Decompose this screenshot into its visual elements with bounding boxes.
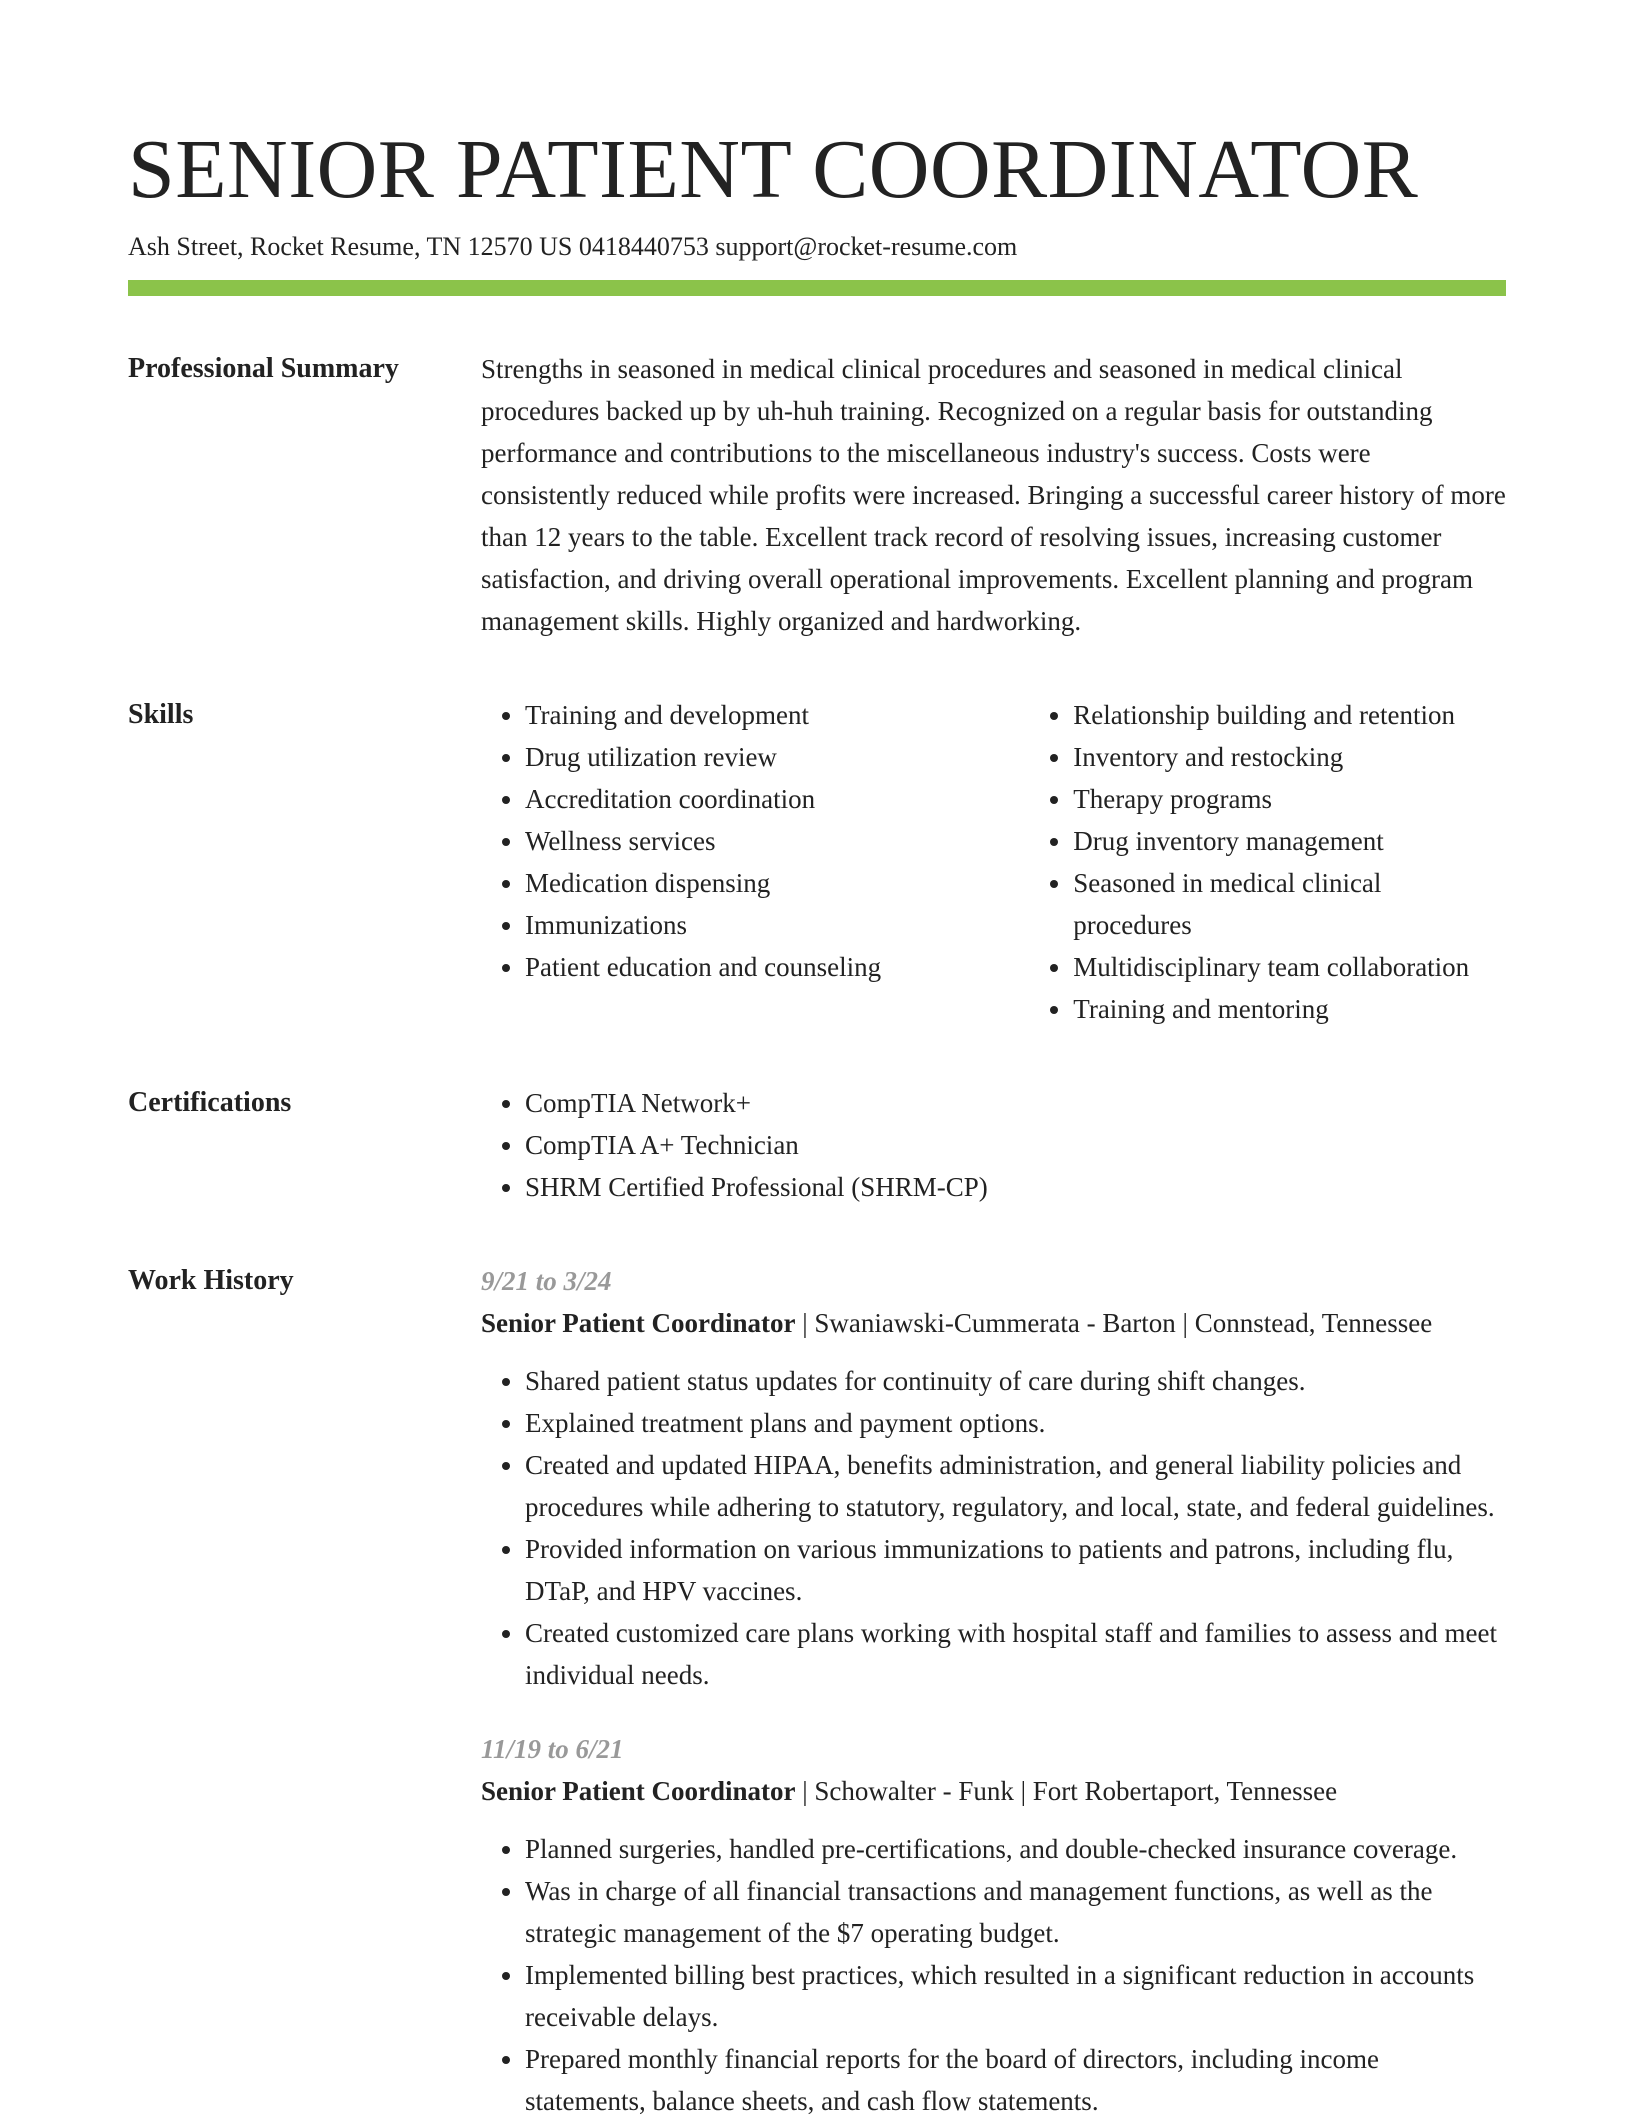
skill-item: • Accreditation coordination (525, 778, 1029, 820)
job-entry (481, 1728, 1506, 2122)
job-bullet: • Was in charge of all financial transactions and management functions, as well as the strategic management of the $7 operating budget. (525, 1870, 1506, 1954)
section-content-summary (481, 348, 1506, 642)
skill-item: • Therapy programs (1073, 778, 1506, 820)
contact-line (128, 230, 1506, 264)
job-bullet: • Implemented billing best practices, which resulted in a significant reduction in accounts receivable delays. (525, 1954, 1506, 2038)
job-bullet: • Explained treatment plans and payment options. (525, 1402, 1506, 1444)
job-bullets (481, 1360, 1506, 1696)
section-summary (128, 348, 1506, 642)
resume-name: SENIOR PATIENT COORDINATOR (128, 123, 1419, 216)
section-certifications (128, 1082, 1506, 1208)
skill-item: • Multidisciplinary team collaboration (1073, 946, 1506, 988)
skills-grid (481, 694, 1506, 1030)
job-bullets (481, 1828, 1506, 2122)
job-header (481, 1302, 1506, 1344)
skills-list-col1 (481, 694, 1029, 1030)
certification-item: • CompTIA Network+ (525, 1082, 1506, 1124)
job-bullet: • Planned surgeries, handled pre-certifications, and double-checked insurance coverage. (525, 1828, 1506, 1870)
skill-item: • Inventory and restocking (1073, 736, 1506, 778)
job-bullet: • Created and updated HIPAA, benefits administration, and general liability policies and procedures while adhering to statutory, regulatory, and local, state, and federal guidelines. (525, 1444, 1506, 1528)
job-bullet: • Created customized care plans working with hospital staff and families to assess and meet individual needs. (525, 1612, 1506, 1696)
skill-item: • Training and development (525, 694, 1029, 736)
section-label-certifications: Certifications (128, 1087, 292, 1118)
skill-item: • Medication dispensing (525, 862, 1029, 904)
job-details: | Schowalter - Funk | Fort Robertaport, Tennessee (795, 1776, 1338, 1806)
section-skills (128, 694, 1506, 1030)
job-dates: 9/21 to 3/24 (481, 1266, 612, 1296)
contact-phone: 0418440753 (578, 232, 709, 261)
skill-item: • Drug inventory management (1073, 820, 1506, 862)
skill-item: • Drug utilization review (525, 736, 1029, 778)
job-details: | Swaniawski-Cummerata - Barton | Connstead, Tennessee (795, 1308, 1433, 1338)
skill-item: • Seasoned in medical clinical procedures (1073, 862, 1506, 946)
job-bullet: • Provided information on various immunizations to patients and patrons, including flu, DTaP, and HPV vaccines. (525, 1528, 1506, 1612)
contact-email: support@rocket-resume.com (715, 232, 1018, 261)
contact-address: Ash Street, Rocket Resume, TN 12570 US (128, 232, 573, 261)
section-content-skills (481, 694, 1506, 1030)
header-divider (128, 280, 1506, 296)
section-work-history (128, 1260, 1506, 2122)
certification-item: • SHRM Certified Professional (SHRM-CP) (525, 1166, 1506, 1208)
job-header (481, 1770, 1506, 1812)
job-entry (481, 1260, 1506, 1696)
skill-item: • Training and mentoring (1073, 988, 1506, 1030)
skill-item: • Relationship building and retention (1073, 694, 1506, 736)
section-content-work-history (481, 1260, 1506, 2122)
section-content-certifications (481, 1082, 1506, 1208)
resume-page (128, 120, 1506, 2122)
job-bullet: • Prepared monthly financial reports for the board of directors, including income statements, balance sheets, and cash flow statements. (525, 2038, 1506, 2122)
job-title: Senior Patient Coordinator (481, 1776, 796, 1806)
skills-list-col2 (1029, 694, 1506, 1030)
section-label-summary: Professional Summary (128, 353, 399, 384)
skill-item: • Immunizations (525, 904, 1029, 946)
skill-item: • Patient education and counseling (525, 946, 1029, 988)
section-label-work-history: Work History (128, 1265, 294, 1296)
certifications-list (481, 1082, 1506, 1208)
skill-item: • Wellness services (525, 820, 1029, 862)
certification-item: • CompTIA A+ Technician (525, 1124, 1506, 1166)
summary-text: Strengths in seasoned in medical clinical procedures and seasoned in medical clinical procedures backed up by uh-huh training. Recognized on a regular basis for outstanding performance and contributions to the miscellaneous industry's success. Costs were consistently reduced while profits were increased. Bringing a successful career history of more than 12 years to the table. Excellent track record of resolving issues, increasing customer satisfaction, and driving overall operational improvements. Excellent planning and program management skills. Highly organized and hardworking. (481, 354, 1506, 636)
job-title: Senior Patient Coordinator (481, 1308, 796, 1338)
job-bullet: • Shared patient status updates for continuity of care during shift changes. (525, 1360, 1506, 1402)
job-dates: 11/19 to 6/21 (481, 1734, 624, 1764)
section-label-skills: Skills (128, 699, 194, 730)
